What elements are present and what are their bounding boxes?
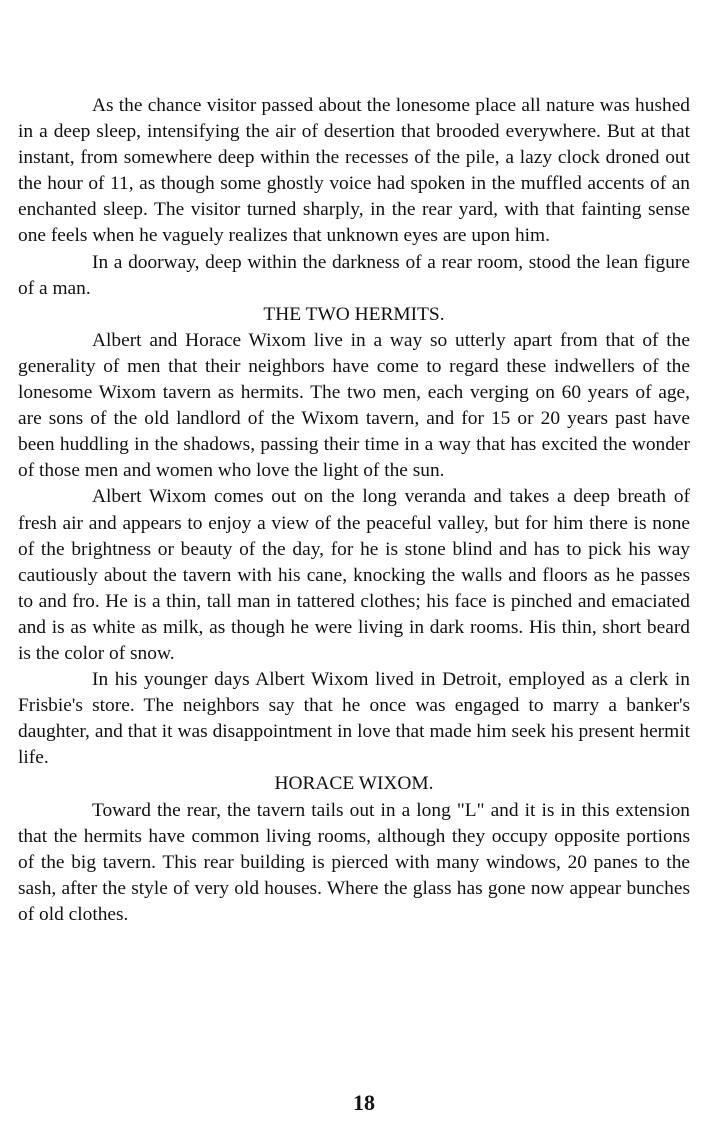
page-number: 18	[353, 1090, 375, 1115]
paragraph-doorway: In a doorway, deep within the darkness of a rear room, stood the lean figure of a man.	[18, 251, 690, 299]
paragraph-albert-and-horace: Albert and Horace Wixom live in a way so utterly apart from that of the generality of men that their neighbors have come to regard these indwellers of the lonesome Wixom tavern as hermits. The two men, each verging on 60 years of age, are sons of the old landlord of the Wixom tavern, and for 15 or 20 years past have been huddling in the shadows, passing their time in a way that has excited the wonder of those men and women who love the light of the sun.	[18, 329, 690, 482]
paragraph-rear-extension: Toward the rear, the tavern tails out in a long "L" and it is in this extension that the hermits have common living rooms, although they occupy opposite portions of the big tavern. This rear building is pierced with many windows, 20 panes to the sash, after the style of very old houses. Where the glass has gone now appear bunches of old clothes.	[18, 799, 690, 925]
section-heading-two-hermits: THE TWO HERMITS.	[263, 303, 445, 325]
paragraph-younger-days: In his younger days Albert Wixom lived in Detroit, employed as a clerk in Frisbie's store. The neighbors say that he once was engaged to marry a banker's daughter, and that it was disappointment in love that made him seek his present hermit life.	[18, 669, 690, 769]
paragraph-albert-veranda: Albert Wixom comes out on the long veranda and takes a deep breath of fresh air and appears to enjoy a view of the peaceful valley, but for him there is none of the brightness or beauty of the day, for he is stone blind and has to pick his way cautiously about the tavern with his cane, knocking the walls and floors as he passes to and fro. He is a thin, tall man in tattered clothes; his face is pinched and emaciated and is as white as milk, as though he were living in dark rooms. His thin, short beard is the color of snow.	[18, 486, 690, 664]
paragraph-chance-visitor: As the chance visitor passed about the lonesome place all nature was hushed in a deep sleep, intensifying the air of desertion that brooded everywhere. But at that instant, from somewhere deep within the recesses of the pile, a lazy clock droned out the hour of 11, as though some ghostly voice had spoken in the muffled accents of an enchanted sleep. The visitor turned sharply, in the rear yard, with that fainting sense one feels when he vaguely realizes that unknown eyes are upon him.	[18, 95, 690, 247]
section-heading-horace-wixom: HORACE WIXOM.	[274, 773, 434, 795]
page-body	[18, 93, 690, 928]
